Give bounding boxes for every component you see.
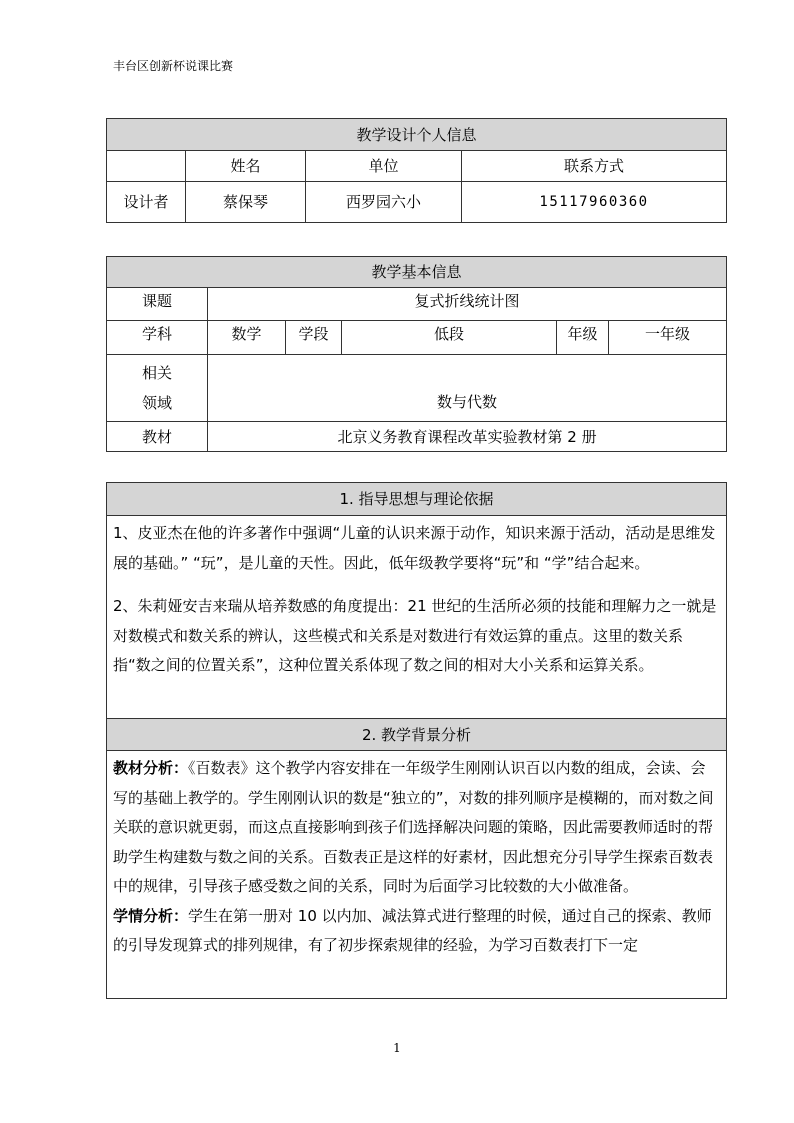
section1-paragraph-2: 2、朱莉娅安吉来瑞从培养数感的角度提出：21 世纪的生活所必须的技能和理解力之一就是对数模式和数关系的辨认，这些模式和关系是对数进行有效运算的重点。这里的数关系指“数之间的位置关系”，这种位置关系体现了数之间的相对大小关系和运算关系。: [113, 597, 717, 674]
field-value: [208, 355, 727, 422]
col-contact-header: 联系方式: [462, 151, 727, 182]
subject-value: 数学: [208, 321, 286, 355]
grade-label: 年级: [557, 321, 609, 355]
designer-label: 设计者: [107, 182, 186, 223]
section1-paragraph-1: 1、皮亚杰在他的许多著作中强调“儿童的认识来源于动作，知识来源于活动，活动是思维发展的基础。” “玩”，是儿童的天性。因此，低年级教学要将“玩”和 “学”结合起来。: [113, 524, 716, 572]
designer-name: 蔡保琴: [186, 182, 306, 223]
personal-info-table: [106, 118, 727, 223]
basic-info-title: 教学基本信息: [107, 257, 727, 288]
designer-unit: 西罗园六小: [306, 182, 462, 223]
section2-paragraph-2: [113, 902, 720, 961]
stage-label: 学段: [286, 321, 342, 355]
student-analysis-label: 学情分析：: [113, 906, 189, 925]
textbook-value: 北京义务教育课程改革实验教材第 2 册: [208, 422, 727, 452]
topic-value: 复式折线统计图: [208, 288, 727, 321]
textbook-label: 教材: [107, 422, 208, 452]
basic-info-table: [106, 256, 727, 452]
section2-paragraph-1: [113, 754, 720, 902]
section1-body: [107, 516, 727, 719]
personal-info-title: 教学设计个人信息: [107, 119, 727, 151]
col-unit-header: 单位: [306, 151, 462, 182]
stage-value: 低段: [342, 321, 557, 355]
textbook-analysis-text: 《百数表》这个教学内容安排在一年级学生刚刚认识百以内数的组成，会读、会写的基础上教学的。学生刚刚认识的数是“独立的”，对数的排列顺序是模糊的，而对数之间关联的意识就更弱，而这点直接影响到孩子们选择解决问题的策略，因此需要教师适时的帮助学生构建数与数之间的关系。百数表正是这样的好素材，因此想充分引导学生探索百数表中的规律，引导孩子感受数之间的关系，同时为后面学习比较数的大小做准备。: [113, 759, 714, 895]
section2-body: [107, 751, 727, 999]
field-label-line-2: 领域: [141, 394, 172, 412]
grade-value: 一年级: [609, 321, 727, 355]
section1-title: 1. 指导思想与理论依据: [107, 483, 727, 516]
student-analysis-text: 学生在第一册对 10 以内加、减法算式进行整理的时候，通过自己的探索、教师的引导发现算式的排列规律，有了初步探索规律的经验，为学习百数表打下一定: [113, 906, 712, 954]
field-label: [107, 355, 208, 422]
sections-table: [106, 482, 727, 999]
page-header: 丰台区创新杯说课比赛: [113, 59, 234, 73]
textbook-analysis-label: 教材分析：: [113, 759, 189, 777]
col-name-header: 姓名: [186, 151, 306, 182]
topic-label: 课题: [107, 288, 208, 321]
field-label-line-1: 相关: [141, 364, 172, 382]
section2-title: 2. 教学背景分析: [107, 719, 727, 751]
subject-label: 学科: [107, 321, 208, 355]
field-value-text: 数与代数: [437, 393, 498, 411]
designer-contact: 15117960360: [462, 182, 727, 223]
empty-cell: [107, 151, 186, 182]
page-number: 1: [393, 1041, 401, 1055]
